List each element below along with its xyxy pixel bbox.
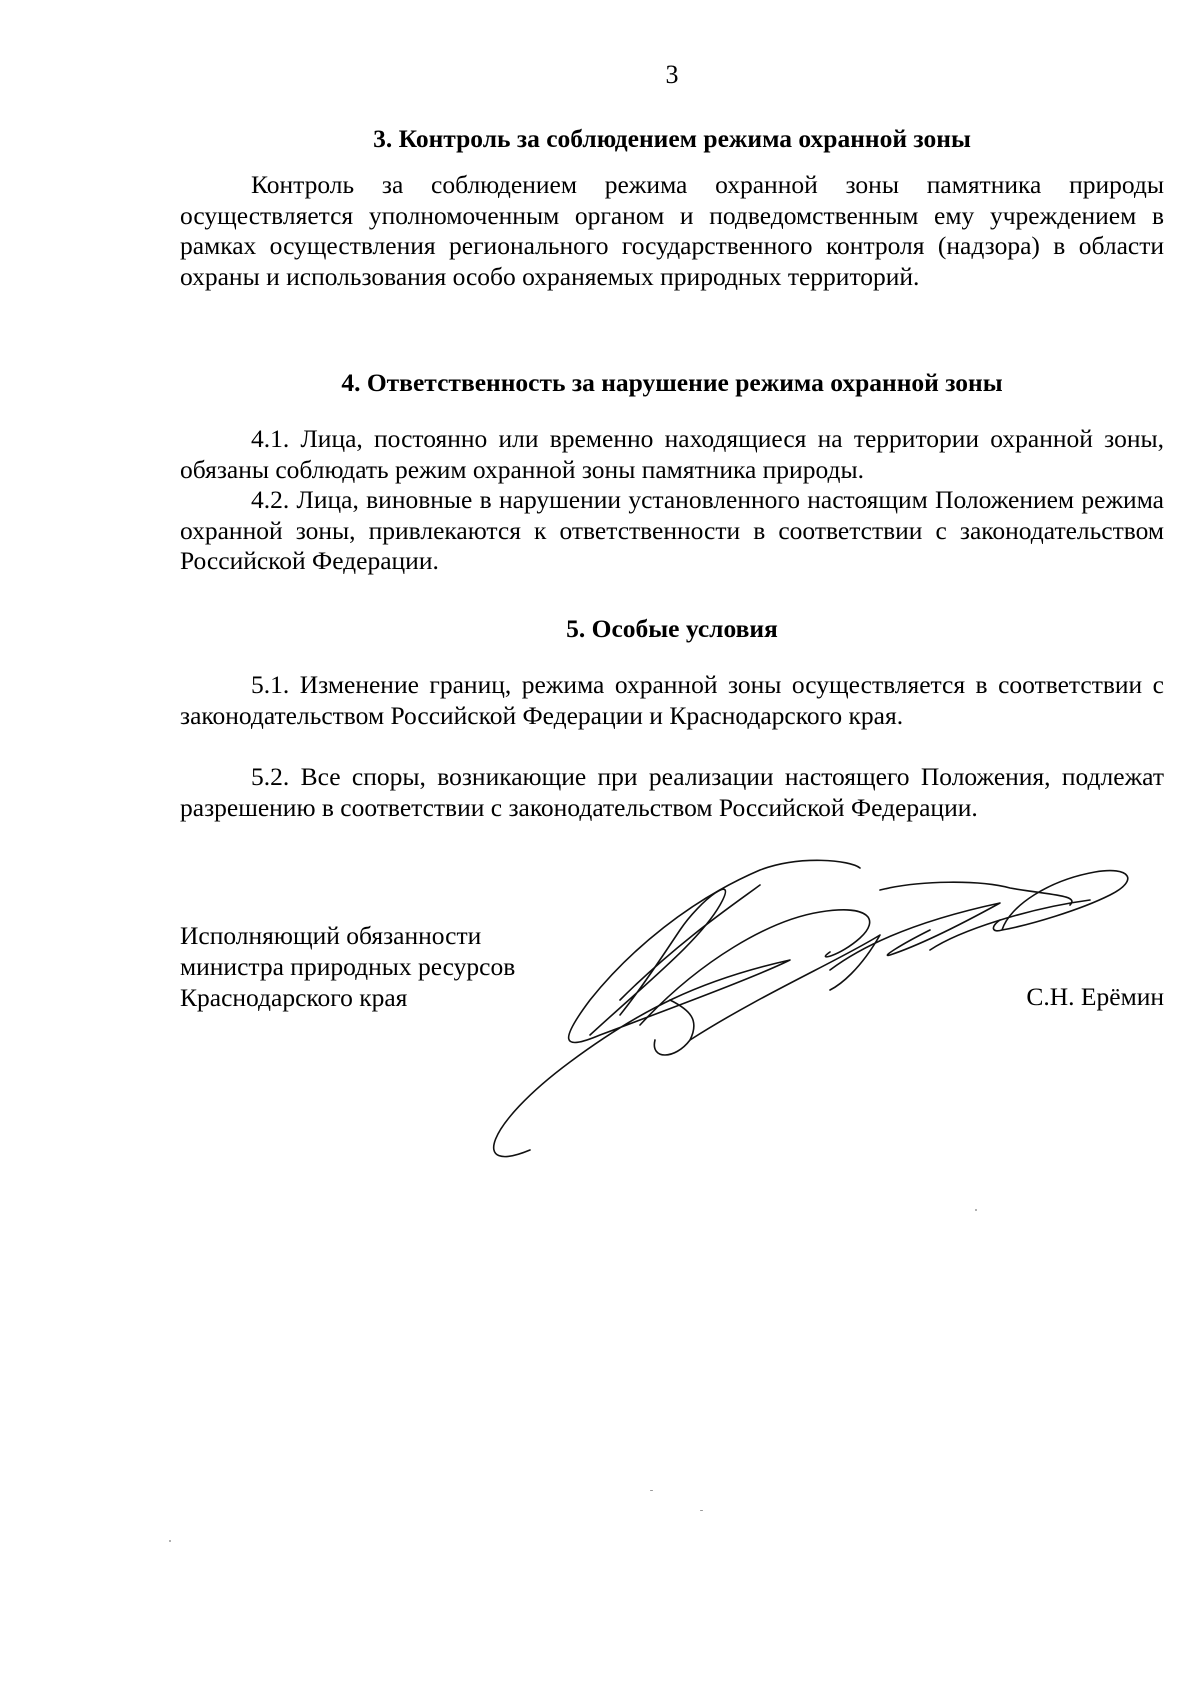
scan-speck xyxy=(650,1490,653,1491)
section-4-title: 4. Ответственность за нарушение режима охранной зоны xyxy=(341,368,1003,397)
signatory-position xyxy=(180,920,515,1013)
scan-speck xyxy=(700,1510,703,1511)
section-4-paragraph-1-text: 4.1. Лица, постоянно или временно находящиеся на территории охранной зоны, обязаны соблюдать режим охранной зоны памятника природы. xyxy=(180,424,1164,484)
section-5-paragraph-1 xyxy=(180,670,1164,731)
section-5-paragraph-2-text: 5.2. Все споры, возникающие при реализации настоящего Положения, подлежат разрешению в соответствии с законодательством Российской Федерации. xyxy=(180,762,1164,822)
scan-speck xyxy=(975,1209,977,1211)
section-4-paragraph-1 xyxy=(180,424,1164,485)
section-5-paragraph-1-text: 5.1. Изменение границ, режима охранной зоны осуществляется в соответствии с законодательством Российской Федерации и Краснодарского края. xyxy=(180,670,1164,730)
signatory-line-2: министра природных ресурсов xyxy=(180,952,516,981)
signatory-line-3: Краснодарского края xyxy=(180,983,408,1012)
page-number: 3 xyxy=(665,60,679,89)
signatory-line-1: Исполняющий обязанности xyxy=(180,921,482,950)
section-4-paragraph-2 xyxy=(180,485,1164,577)
section-3-text-content: Контроль за соблюдением режима охранной зоны памятника природы осуществляется уполномоченным органом и подведомственным ему учреждением в рамках осуществления регионального государственного контроля (надзора) в области охраны и использования особо охраняемых природных территорий. xyxy=(180,170,1164,291)
section-5-paragraph-2 xyxy=(180,762,1164,823)
section-3-text xyxy=(180,170,1164,292)
signatory-name: С.Н. Ерёмин xyxy=(1026,982,1164,1011)
section-4-paragraph-2-text: 4.2. Лица, виновные в нарушении установленного настоящим Положением режима охранной зоны, привлекаются к ответственности в соответствии с законодательством Российской Федерации. xyxy=(180,485,1164,575)
section-3-title: 3. Контроль за соблюдением режима охранной зоны xyxy=(373,124,971,153)
section-5-title: 5. Особые условия xyxy=(566,614,778,643)
scan-speck xyxy=(169,1540,171,1542)
